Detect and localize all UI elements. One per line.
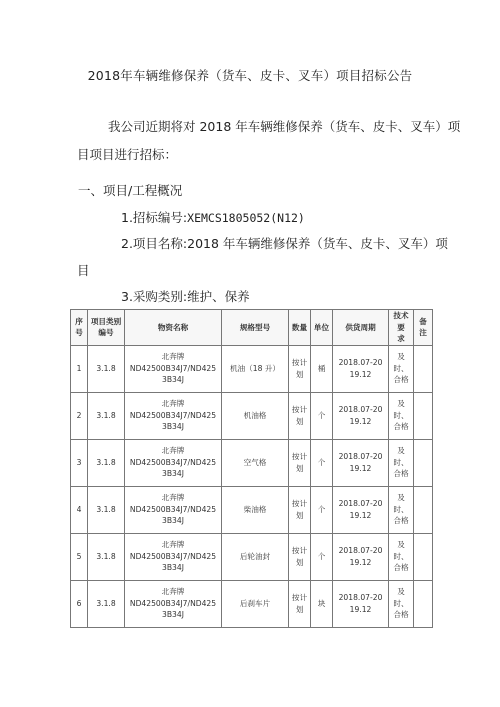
cell-category-code-line: 3.1.8 (96, 598, 116, 608)
cell-no-text (71, 598, 87, 610)
cell-category-code-line: 3.1.8 (96, 504, 116, 514)
cell-qty (289, 580, 311, 627)
cell-supply-period-line: 2018.07-20 (338, 452, 383, 461)
cell-tech-req (389, 345, 414, 392)
cell-qty-line: 划 (295, 369, 304, 379)
cell-no-line: 3 (76, 457, 82, 467)
cell-spec-line: 后轮油封 (239, 551, 271, 561)
cell-item-name-line: 北奔牌 (161, 493, 185, 503)
cell-category-code (88, 486, 125, 533)
cell-item-name-line: 3B34J (162, 422, 184, 432)
cell-unit-line: 个 (317, 410, 326, 420)
cell-no (71, 580, 88, 627)
cell-spec-text (222, 504, 288, 516)
cell-note (414, 580, 433, 627)
cell-unit-line: 块 (317, 598, 326, 608)
cell-supply-period-line: 19.12 (349, 604, 372, 614)
header-col-item-name-line: 物资名称 (157, 322, 189, 332)
cell-spec (222, 392, 289, 439)
cell-category-code-line: 3.1.8 (96, 410, 116, 420)
cell-item-name-line: 北奔牌 (161, 399, 185, 409)
cell-qty-text (289, 357, 310, 380)
cell-supply-period-line: 2018.07-20 (338, 358, 383, 367)
cell-item-name (125, 486, 222, 533)
cell-qty-text (289, 404, 310, 427)
header-col-unit-line: 单位 (313, 322, 330, 332)
cell-supply-period-line: 2018.07-20 (338, 546, 383, 555)
table-row (71, 580, 433, 627)
cell-item-name-line: 北奔牌 (161, 540, 185, 550)
cell-unit-line: 个 (317, 504, 326, 514)
bid-number-value: XEMCS1805052(N12) (187, 211, 305, 225)
procurement-category-line: 3.采购类别:维护、保养 (121, 289, 250, 304)
cell-tech-req-line: 及时、 (393, 399, 409, 420)
cell-supply-period-text (333, 404, 388, 427)
cell-category-code (88, 439, 125, 486)
cell-category-code (88, 392, 125, 439)
bid-number-label: 1.招标编号: (121, 210, 188, 225)
cell-supply-period-line: 2018.07-20 (338, 593, 383, 602)
cell-tech-req-text (389, 398, 413, 433)
cell-item-name-line: 3B34J (162, 563, 184, 573)
intro-line-1: 我公司近期将对 2018 年车辆维修保养（货车、皮卡、叉车）项 (108, 119, 461, 134)
cell-tech-req-line: 合格 (393, 563, 409, 573)
cell-item-name-text (125, 539, 221, 574)
header-col-no-line: 序 (75, 316, 83, 326)
cell-qty-line: 划 (295, 510, 304, 520)
cell-qty-line: 划 (295, 557, 304, 567)
cell-tech-req-text (389, 351, 413, 386)
cell-qty-line: 按计 (291, 452, 308, 461)
cell-spec (222, 580, 289, 627)
cell-category-code-line: 3.1.8 (96, 457, 116, 467)
cell-spec-line: 柴油格 (243, 504, 267, 514)
cell-item-name-text (125, 492, 221, 527)
cell-note (414, 345, 433, 392)
cell-qty-text (289, 545, 310, 568)
cell-item-name-line: ND42500B34J7/ND425 (129, 363, 217, 373)
header-col-no-text (71, 316, 87, 339)
cell-qty (289, 392, 311, 439)
cell-tech-req-line: 合格 (393, 422, 409, 432)
cell-unit-text (311, 363, 332, 375)
cell-unit-text (311, 598, 332, 610)
header-col-item-name (125, 310, 222, 346)
cell-tech-req-line: 及时、 (393, 352, 409, 373)
cell-unit-text (311, 410, 332, 422)
cell-tech-req-text (389, 539, 413, 574)
cell-tech-req-line: 合格 (393, 610, 409, 620)
table-row (71, 345, 433, 392)
cell-item-name (125, 580, 222, 627)
cell-category-code (88, 533, 125, 580)
table-body (71, 345, 433, 627)
cell-item-name-text (125, 398, 221, 433)
cell-tech-req-text (389, 586, 413, 621)
cell-supply-period-text (333, 592, 388, 615)
header-col-unit-text (311, 322, 332, 334)
cell-supply-period (333, 533, 389, 580)
cell-category-code-text (88, 504, 124, 516)
cell-item-name-line: ND42500B34J7/ND425 (129, 457, 217, 467)
cell-supply-period (333, 345, 389, 392)
cell-supply-period-text (333, 357, 388, 380)
cell-spec-line: 后刹车片 (239, 598, 271, 608)
cell-spec-text (222, 598, 288, 610)
cell-item-name (125, 392, 222, 439)
table-row (71, 486, 433, 533)
cell-spec-text (222, 551, 288, 563)
cell-supply-period-line: 2018.07-20 (338, 405, 383, 414)
header-col-tech-req-line: 求 (397, 334, 405, 343)
cell-tech-req (389, 392, 414, 439)
cell-no (71, 533, 88, 580)
cell-qty-line: 划 (295, 604, 304, 614)
cell-supply-period (333, 580, 389, 627)
cell-tech-req-text (389, 492, 413, 527)
table-row (71, 439, 433, 486)
cell-tech-req-line: 合格 (393, 375, 409, 385)
cell-unit (311, 439, 333, 486)
cell-supply-period-text (333, 498, 388, 521)
cell-no-text (71, 551, 87, 563)
project-name-line-2: 目 (77, 263, 90, 278)
cell-unit (311, 392, 333, 439)
cell-unit-text (311, 551, 332, 563)
cell-item-name-line: 北奔牌 (161, 446, 185, 456)
cell-supply-period-line: 19.12 (349, 369, 372, 379)
cell-qty (289, 439, 311, 486)
cell-no (71, 345, 88, 392)
cell-qty-line: 按计 (291, 405, 308, 414)
section-heading-overview: 一、项目/工程概况 (78, 183, 183, 198)
header-col-spec (222, 310, 289, 346)
cell-no-line: 1 (76, 363, 82, 373)
cell-supply-period-line: 19.12 (349, 557, 372, 567)
cell-no-text (71, 504, 87, 516)
page-title: 2018年车辆维修保养（货车、皮卡、叉车）项目招标公告 (87, 68, 413, 83)
cell-category-code (88, 580, 125, 627)
cell-item-name-line: ND42500B34J7/ND425 (129, 410, 217, 420)
cell-supply-period-text (333, 545, 388, 568)
header-col-qty (289, 310, 311, 346)
cell-qty-line: 按计 (291, 546, 308, 555)
header-col-spec-line: 规格型号 (239, 322, 271, 332)
cell-category-code-text (88, 410, 124, 422)
cell-item-name-line: 3B34J (162, 375, 184, 385)
cell-spec (222, 345, 289, 392)
cell-qty-line: 划 (295, 463, 304, 473)
header-col-qty-line: 数量 (291, 322, 308, 332)
cell-tech-req (389, 533, 414, 580)
cell-note (414, 533, 433, 580)
cell-tech-req (389, 439, 414, 486)
cell-tech-req-line: 及时、 (393, 540, 409, 561)
cell-qty (289, 533, 311, 580)
cell-no-line: 4 (76, 504, 82, 514)
cell-unit-line: 个 (317, 457, 326, 467)
cell-qty-text (289, 451, 310, 474)
cell-spec-line: 空气格 (243, 457, 267, 467)
project-name-line-1: 2.项目名称:2018 年车辆维修保养（货车、皮卡、叉车）项 (121, 236, 448, 251)
cell-no (71, 439, 88, 486)
cell-unit-text (311, 457, 332, 469)
cell-unit (311, 533, 333, 580)
cell-tech-req-line: 及时、 (393, 587, 409, 608)
table-header-row (71, 310, 433, 346)
cell-no (71, 486, 88, 533)
cell-item-name (125, 533, 222, 580)
cell-category-code (88, 345, 125, 392)
header-col-tech-req (389, 310, 414, 346)
cell-tech-req-line: 合格 (393, 469, 409, 479)
cell-qty-line: 划 (295, 416, 304, 426)
header-col-supply-period-text (333, 322, 388, 334)
cell-no-text (71, 457, 87, 469)
cell-qty-line: 按计 (291, 358, 308, 367)
cell-item-name-line: 北奔牌 (161, 352, 185, 362)
cell-note (414, 392, 433, 439)
cell-spec (222, 486, 289, 533)
cell-unit-line: 个 (317, 551, 326, 561)
cell-no-line: 5 (76, 551, 82, 561)
cell-item-name-line: 3B34J (162, 469, 184, 479)
cell-item-name-line: ND42500B34J7/ND425 (129, 504, 217, 514)
header-col-supply-period-line: 供货周期 (345, 322, 376, 332)
header-col-category-code-line: 项目类别 (90, 316, 122, 326)
cell-supply-period-line: 19.12 (349, 510, 372, 520)
cell-item-name-line: 3B34J (162, 516, 184, 526)
cell-qty (289, 486, 311, 533)
header-col-no (71, 310, 88, 346)
cell-spec-text (222, 457, 288, 469)
header-col-note (414, 310, 433, 346)
cell-unit (311, 580, 333, 627)
cell-category-code-line: 3.1.8 (96, 363, 116, 373)
header-col-qty-text (289, 322, 310, 334)
cell-supply-period (333, 392, 389, 439)
intro-line-2: 目项目进行招标： (77, 147, 178, 162)
header-col-item-name-text (125, 322, 221, 334)
cell-note (414, 486, 433, 533)
cell-no-line: 2 (76, 410, 82, 420)
cell-supply-period-line: 19.12 (349, 416, 372, 426)
cell-item-name-text (125, 351, 221, 386)
cell-unit-text (311, 504, 332, 516)
cell-spec-text (222, 363, 288, 375)
header-col-tech-req-line: 技术要 (393, 311, 409, 332)
bid-number-line (121, 210, 305, 226)
cell-tech-req-text (389, 445, 413, 480)
header-col-category-code-text (88, 316, 124, 339)
cell-unit-line: 桶 (317, 363, 326, 373)
cell-item-name (125, 345, 222, 392)
header-col-unit (311, 310, 333, 346)
cell-qty-text (289, 592, 310, 615)
cell-item-name-text (125, 586, 221, 621)
cell-qty (289, 345, 311, 392)
cell-no-line: 6 (76, 598, 82, 608)
cell-category-code-text (88, 363, 124, 375)
cell-category-code-text (88, 551, 124, 563)
table-row (71, 392, 433, 439)
cell-supply-period (333, 439, 389, 486)
cell-supply-period-line: 2018.07-20 (338, 499, 383, 508)
cell-unit (311, 345, 333, 392)
cell-supply-period (333, 486, 389, 533)
cell-spec-line: 机油（18 升） (229, 363, 281, 373)
cell-note (414, 439, 433, 486)
cell-supply-period-text (333, 451, 388, 474)
header-col-tech-req-text (389, 310, 413, 345)
cell-supply-period-line: 19.12 (349, 463, 372, 473)
header-col-note-text (414, 316, 432, 339)
cell-category-code-text (88, 598, 124, 610)
cell-tech-req (389, 486, 414, 533)
header-col-no-line: 号 (75, 328, 83, 338)
cell-no (71, 392, 88, 439)
cell-qty-line: 按计 (291, 593, 308, 602)
cell-spec-text (222, 410, 288, 422)
cell-item-name-line: 北奔牌 (161, 587, 185, 597)
cell-tech-req-line: 及时、 (393, 493, 409, 514)
cell-no-text (71, 363, 87, 375)
header-col-supply-period (333, 310, 389, 346)
cell-no-text (71, 410, 87, 422)
header-col-category-code-line: 编号 (98, 328, 114, 338)
cell-category-code-line: 3.1.8 (96, 551, 116, 561)
cell-category-code-text (88, 457, 124, 469)
cell-unit (311, 486, 333, 533)
cell-tech-req-line: 及时、 (393, 446, 409, 467)
cell-spec (222, 439, 289, 486)
cell-item-name-line: ND42500B34J7/ND425 (129, 598, 217, 608)
cell-item-name (125, 439, 222, 486)
header-col-category-code (88, 310, 125, 346)
cell-item-name-line: 3B34J (162, 610, 184, 620)
header-col-note-line: 注 (419, 328, 427, 338)
cell-spec (222, 533, 289, 580)
cell-item-name-text (125, 445, 221, 480)
cell-tech-req (389, 580, 414, 627)
table-row (71, 533, 433, 580)
cell-tech-req-line: 合格 (393, 516, 409, 526)
header-col-spec-text (222, 322, 288, 334)
cell-qty-line: 按计 (291, 499, 308, 508)
items-table (70, 309, 433, 628)
header-col-note-line: 备 (419, 316, 427, 326)
cell-item-name-line: ND42500B34J7/ND425 (129, 551, 217, 561)
cell-spec-line: 机油格 (243, 410, 267, 420)
cell-qty-text (289, 498, 310, 521)
